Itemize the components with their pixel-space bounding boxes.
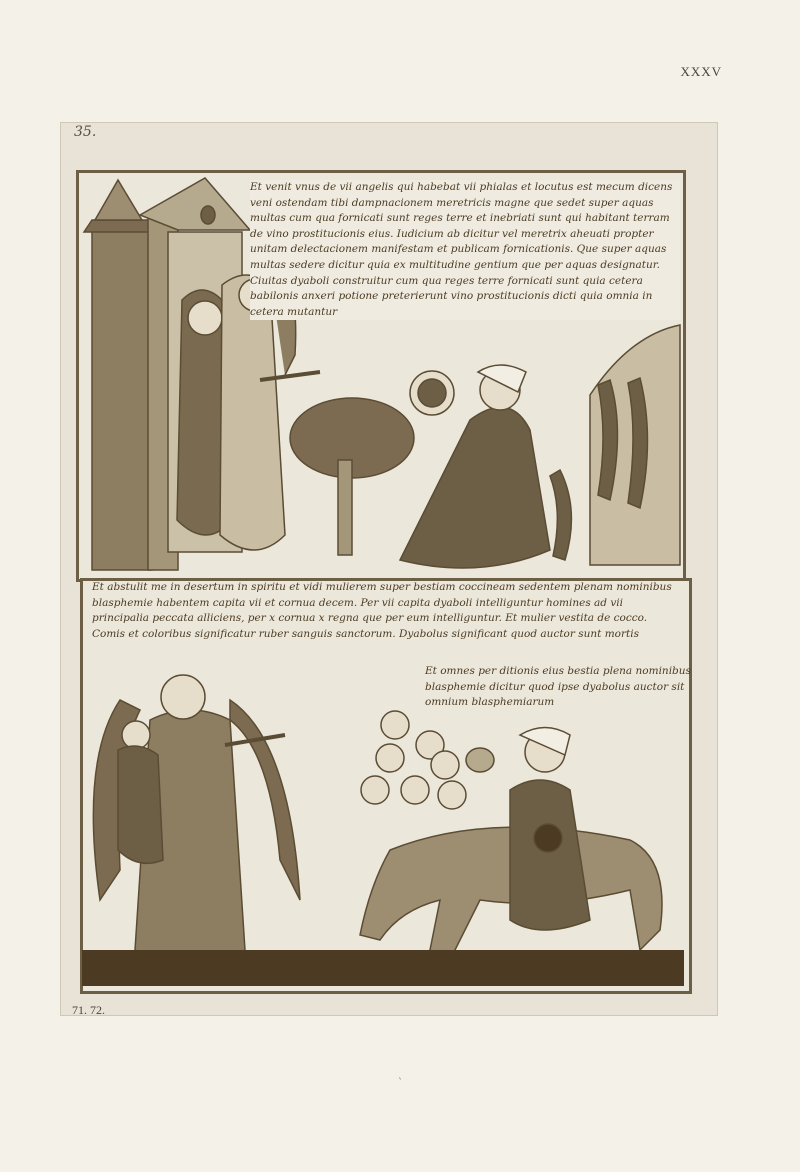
bottom-panel-text-right: Et omnes per ditionis eius bestia plena nominibus blasphemie dicitur quod ipse dyabolus auctor sit omnium blasphemiarum: [425, 665, 691, 709]
ground: [82, 950, 684, 986]
print-mark: ˋ: [398, 1078, 403, 1089]
whore-of-babylon-illustration: [510, 728, 590, 931]
bottom-panel-text: Et abstulit me in desertum in spiritu et vidi mulierem super bestiam coccineam sedentem plenam nominibus blasphemie habentem capita vii et cornua decem. Per vii capita dyaboli intelliguntur homines ad vii principalia peccata alliciens, per x cornua x regna que per eum intelliguntur. Et mulier vestita de cocco. Comis et coloribus significatur ruber sanguis sanctorum. Dyabolus significant quod auctor sunt mortis: [92, 581, 672, 640]
plate-caption: 71. 72.: [72, 1003, 105, 1017]
angel-with-john-illustration: [93, 675, 300, 965]
top-panel-text: Et venit vnus de vii angelis qui habebat vii phialas et locutus est mecum dicens veni ostendam tibi dampnacionem meretricis magne que sedet super aquas multas cum qua fornicati sunt reges terre et inebriati sunt qui habitant terram de vino prostitucionis eius. Iudicium ab dicitur vel meretrix aheuati propter unitam delectacionem manifestam et publicam fornicationis. Que super aquas multas sedere dicitur quia ex multitudine gentium que per aquas designatur. Ciuitas dyaboli construitur cum qua reges terre fornicati sunt quia cetera babilonis anxeri potione preterierunt vino prostitucionis dicti quia omnia in cetera mutantur: [250, 180, 680, 320]
folio-number: 35.: [74, 124, 97, 140]
plate-number: XXXV: [680, 64, 722, 79]
